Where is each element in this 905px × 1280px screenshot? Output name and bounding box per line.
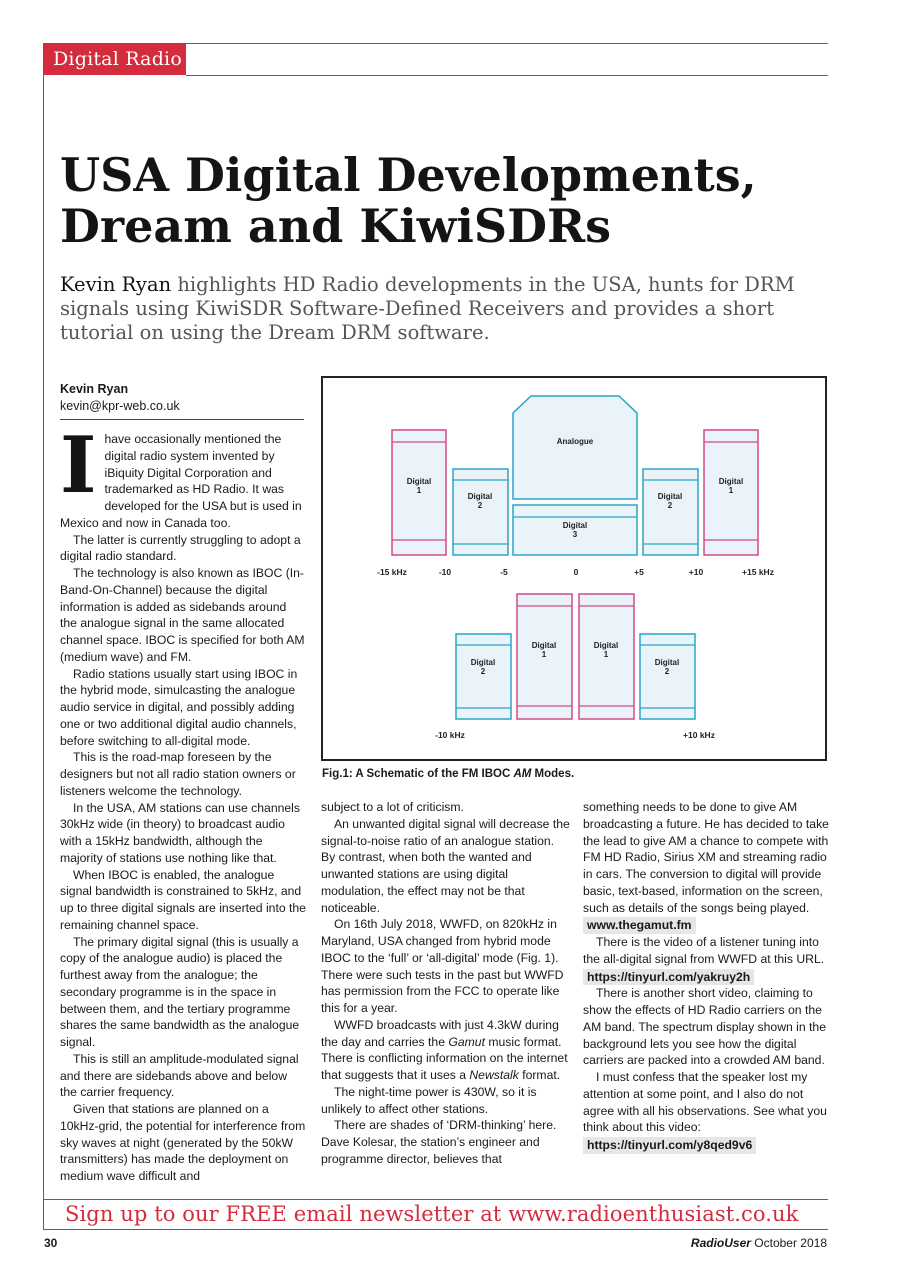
page-number: 30: [44, 1236, 58, 1250]
tick-label: -10: [438, 567, 452, 577]
tick-label: +5: [634, 567, 644, 577]
paragraph: Given that stations are planned on a 10kHz-grid, the potential for interference from sky waves at night (generated by the 50kW transmitters) has made the deployment on medium wave difficult and: [60, 1102, 306, 1183]
header-rule-bottom: [186, 75, 828, 76]
figure-1: [321, 376, 827, 761]
paragraph: The primary digital signal (this is usually a copy of the analogue audio) is placed the furthest away from the analogue; the secondary programme is in the space in between them, and the tertiary programme shares the same bandwidth as the analogue signal.: [60, 934, 300, 1049]
block-digital-1-right: [704, 430, 758, 555]
bottom-diagram: [435, 594, 715, 740]
paragraph: In the USA, AM stations can use channels 30kHz wide (in theory) to broadcast audio with a 15kHz bandwidth, although the majority of stations use nothing like that.: [60, 800, 300, 865]
tick-label: -10 kHz: [435, 730, 465, 740]
tick-label: -15 kHz: [377, 567, 407, 577]
column-3: [583, 799, 833, 1154]
label-number: 2: [477, 501, 483, 510]
label-digital: Digital: [657, 492, 683, 501]
top-diagram: [377, 396, 774, 577]
paragraph: subject to a lot of criticism.: [321, 800, 464, 814]
column-2: [321, 799, 571, 1168]
block-analogue: [513, 396, 637, 499]
link-video-1[interactable]: https://tinyurl.com/yakruy2h: [583, 969, 754, 986]
magazine-credit: [691, 1236, 827, 1250]
label-digital: Digital: [562, 521, 588, 530]
paragraph: The technology is also known as IBOC (In-Band-On-Channel) because the digital information is added as sidebands around the analogue signal in the same allocated channel space. IBOC is specified for both AM (medium wave) and FM.: [60, 566, 305, 664]
author-rule: [60, 419, 304, 420]
label-digital: Digital: [654, 658, 680, 667]
article-title: [60, 150, 840, 252]
label-digital: Digital: [470, 658, 496, 667]
block-digital-1-left: [392, 430, 446, 555]
url-line: [583, 968, 833, 986]
label-digital: Digital: [406, 477, 432, 486]
paragraph: When IBOC is enabled, the analogue signal bandwidth is constrained to 5kHz, and up to three digital signals are inserted into the remaining channel space.: [60, 867, 306, 932]
drop-cap: I: [60, 420, 97, 511]
paragraph: On 16th July 2018, WWFD, on 820kHz in Maryland, USA changed from hybrid mode IBOC to the ‘full’ or ‘all-digital’ mode (Fig. 1). There were such tests in the past but WWFD has permission from the FCC to operate like this for a year.: [321, 917, 564, 1015]
tick-label: +10 kHz: [683, 730, 715, 740]
author-block: [60, 381, 304, 415]
block-digital-2-left: [456, 634, 511, 719]
label-digital: Digital: [593, 641, 619, 650]
label-number: 1: [603, 650, 609, 659]
left-margin-rule: [43, 43, 44, 1230]
tick-label: +10: [688, 567, 704, 577]
magazine-name: RadioUser: [690, 1236, 751, 1250]
author-email[interactable]: kevin@kpr-web.co.uk: [60, 399, 180, 413]
label-number: 1: [728, 486, 734, 495]
block-digital-2-right: [643, 469, 698, 555]
title-line-2: Dream and KiwiSDRs: [60, 199, 612, 253]
label-number: 2: [664, 667, 670, 676]
standfirst-author: Kevin Ryan: [60, 273, 172, 296]
label-analogue: Analogue: [556, 437, 594, 446]
footer-rule-top: [44, 1199, 828, 1200]
newsletter-banner[interactable]: Sign up to our FREE email newsletter at www.radioenthusiast.co.uk: [65, 1202, 799, 1226]
label-digital: Digital: [467, 492, 493, 501]
paragraph: There are shades of ‘DRM-thinking’ here. Dave Kolesar, the station’s engineer and programme director, believes that: [321, 1118, 557, 1166]
paragraph: An unwanted digital signal will decrease the signal-to-noise ratio of an analogue station. By contrast, when both the wanted and unwanted stations are using digital modulation, the effect may not be that noticeable.: [321, 816, 570, 915]
url-line: [583, 916, 833, 934]
label-digital: Digital: [718, 477, 744, 486]
author-name: Kevin Ryan: [60, 382, 129, 396]
paragraph: something needs to be done to give AM broadcasting a future. He has decided to take the lead to give AM a chance to compete with FM HD Radio, Sirius XM and streaming radio in cars. The conversion to digital will provide basic, text-based, information on the screen, such as details of the songs being played.: [583, 800, 829, 915]
label-number: 2: [667, 501, 673, 510]
label-number: 1: [416, 486, 422, 495]
block-digital-1-right: [579, 594, 634, 719]
block-digital-2-left: [453, 469, 508, 555]
tick-label: +15 kHz: [742, 567, 774, 577]
paragraph: I must confess that the speaker lost my attention at some point, and I also do not agree with all his observations. See what you think about this video:: [583, 1070, 827, 1135]
footer-rule-bottom: [44, 1229, 828, 1230]
paragraph: WWFD broadcasts with just 4.3kW during the day and carries the Gamut music format. There is conflicting information on the internet that suggests that it uses a Newstalk format.: [321, 1017, 568, 1082]
paragraph: The latter is currently struggling to adopt a digital radio standard.: [60, 532, 301, 564]
paragraph: Ihave occasionally mentioned the digital radio system invented by iBiquity Digital Corporation and trademarked as HD Radio. It was developed for the USA but is used in Mexico and now in Canada too.: [60, 420, 302, 530]
issue-date: October 2018: [754, 1236, 827, 1250]
paragraph: This is still an amplitude-modulated signal and there are sidebands above and below the carrier frequency.: [60, 1051, 299, 1100]
section-tag: Digital Radio: [44, 44, 186, 75]
block-digital-1-left: [517, 594, 572, 719]
paragraph: There is another short video, claiming to show the effects of HD Radio carriers on the AM band. The spectrum display shown in the background lets you see how the digital carriers are packed into a crowded AM band.: [583, 986, 826, 1068]
link-video-2[interactable]: https://tinyurl.com/y8qed9v6: [583, 1137, 756, 1154]
paragraph: There is the video of a listener tuning into the all-digital signal from WWFD at this URL.: [583, 935, 825, 966]
label-number: 3: [572, 530, 578, 539]
tick-label: 0: [573, 567, 579, 577]
link-gamut[interactable]: www.thegamut.fm: [583, 917, 696, 934]
label-number: 1: [541, 650, 547, 659]
title-line-1: USA Digital Developments,: [60, 148, 757, 202]
label-number: 2: [480, 667, 486, 676]
url-line: [583, 1136, 833, 1154]
standfirst-text: highlights HD Radio developments in the USA, hunts for DRM signals using KiwiSDR Software-Defined Receivers and provides a short tutorial on using the Dream DRM software.: [60, 273, 795, 344]
block-digital-3: [513, 505, 637, 555]
paragraph: The night-time power is 430W, so it is unlikely to affect other stations.: [321, 1084, 537, 1116]
label-digital: Digital: [531, 641, 557, 650]
figure-caption: Fig.1: A Schematic of the FM IBOC AM Modes.: [322, 768, 575, 780]
block-digital-2-right: [640, 634, 695, 719]
paragraph: Radio stations usually start using IBOC in the hybrid mode, simulcasting the analogue audio service in digital, and possibly adding one or two additional digital audio channels, before switching to all-digital mode.: [60, 666, 298, 748]
column-1: [60, 420, 306, 1185]
paragraph: This is the road-map foreseen by the designers but not all radio station owners or listeners welcome the technology.: [60, 750, 296, 798]
iboc-schematic: [323, 378, 825, 759]
standfirst: [60, 273, 850, 345]
tick-label: -5: [500, 567, 508, 577]
